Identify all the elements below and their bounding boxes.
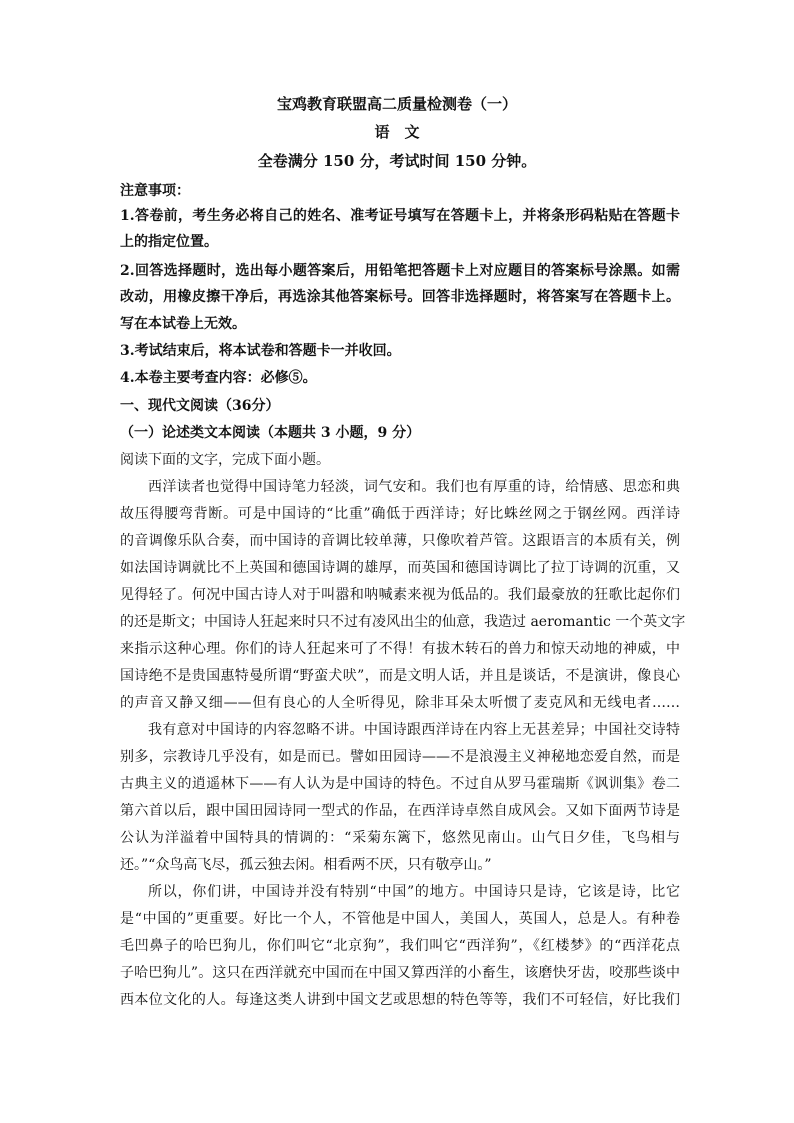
exam-title: 宝鸡教育联盟高二质量检测卷（一）	[276, 95, 517, 113]
passage-line: 别多，宗教诗几乎没有，如是而已。譬如田园诗——不是浪漫主义神秘地恋爱自然，而是	[120, 749, 680, 765]
note-line: 2.回答选择题时，选出每小题答案后，用铅笔把答题卡上对应题目的答案标号涂黑。如需	[120, 263, 680, 279]
note-line: 改动，用橡皮擦干净后，再选涂其他答案标号。回答非选择题时，将答案写在答题卡上。	[120, 289, 680, 305]
passage-line: 的音调像乐队合奏，而中国诗的音调比较单薄，只像吹着芦管。这跟语言的本质有关，例	[120, 533, 680, 549]
passage-line: 还。”“众鸟高飞尽，孤云独去闲。相看两不厌，只有敬亭山。”	[120, 857, 492, 873]
passage-line: 故压得腰弯背断。可是中国诗的“比重”确低于西洋诗；好比蛛丝网之于钢丝网。西洋诗	[120, 506, 680, 522]
note-line: 1.答卷前，考生务必将自己的姓名、准考证号填写在答题卡上，并将条形码粘贴在答题卡	[120, 208, 680, 224]
note-line: 上的指定位置。	[120, 234, 218, 250]
passage-line: 子哈巴狗儿”。这只在西洋就充中国而在中国又算西洋的小畜生，该磨快牙齿，咬那些谈中	[120, 965, 680, 981]
notes-heading: 注意事项：	[120, 183, 190, 199]
passage-line: 的声音又静又细——但有良心的人全听得见，除非耳朵太听惯了麦克风和无线电者……	[120, 695, 680, 711]
passage-line: 毛凹鼻子的哈巴狗儿，你们叫它“北京狗”，我们叫它“西洋狗”，《红楼梦》的“西洋花点	[120, 938, 680, 954]
passage-line: 西本位文化的人。每逢这类人讲到中国文艺或思想的特色等等，我们不可轻信，好比我们	[120, 992, 680, 1008]
note-line: 4.本卷主要考查内容：必修⑤。	[120, 370, 317, 386]
note-line: 写在本试卷上无效。	[120, 316, 246, 332]
subject-title: 语 文	[374, 123, 420, 141]
passage-line: 来指示这种心理。你们的诗人狂起来可了不得！有拔木转石的兽力和惊天动地的神威，中	[120, 641, 680, 657]
section-title: 一、现代文阅读（36分）	[120, 398, 280, 414]
score-info: 全卷满分 150 分，考试时间 150 分钟。	[257, 152, 537, 170]
section-instruction: 阅读下面的文字，完成下面小题。	[120, 452, 330, 468]
passage-line: 第六首以后，跟中国田园诗同一型式的作品，在西洋诗卓然自成风会。又如下面两节诗是	[120, 803, 680, 819]
passage-line: 古典主义的逍遥林下——有人认为是中国诗的特色。不过自从罗马霍瑞斯《讽训集》卷二	[120, 776, 680, 792]
passage-line: 见得轻了。何况中国古诗人对于叫嚣和呐喊素来视为低品的。我们最豪放的狂歌比起你们	[120, 587, 680, 603]
passage-line: 公认为洋溢着中国特具的情调的：“采菊东篱下，悠然见南山。山气日夕佳，飞鸟相与	[120, 830, 680, 846]
passage-line: 如法国诗调就比不上英国和德国诗调的雄厚，而英国和德国诗调比了拉丁诗调的沉重，又	[120, 560, 680, 576]
passage-line: 我有意对中国诗的内容忽略不讲。中国诗跟西洋诗在内容上无甚差异；中国社交诗特	[148, 722, 680, 738]
passage-line: 的还是斯文；中国诗人狂起来时只不过有凌风出尘的仙意，我造过 aeromantic 一个英文字	[120, 614, 686, 630]
passage-line: 国诗绝不是贵国惠特曼所谓“野蛮犬吠”，而是文明人话，并且是谈话，不是演讲，像良心	[120, 668, 680, 684]
note-line: 3.考试结束后，将本试卷和答题卡一并收回。	[120, 343, 401, 359]
section-subtitle: （一）论述类文本阅读（本题共 3 小题，9 分）	[120, 425, 421, 441]
passage-line: 西洋读者也觉得中国诗笔力轻淡，词气安和。我们也有厚重的诗，给情感、思恋和典	[148, 479, 680, 495]
passage-line: 所以，你们讲，中国诗并没有特别“中国”的地方。中国诗只是诗，它该是诗，比它	[148, 884, 680, 900]
passage-line: 是“中国的”更重要。好比一个人，不管他是中国人，美国人，英国人，总是人。有种卷	[120, 911, 680, 927]
